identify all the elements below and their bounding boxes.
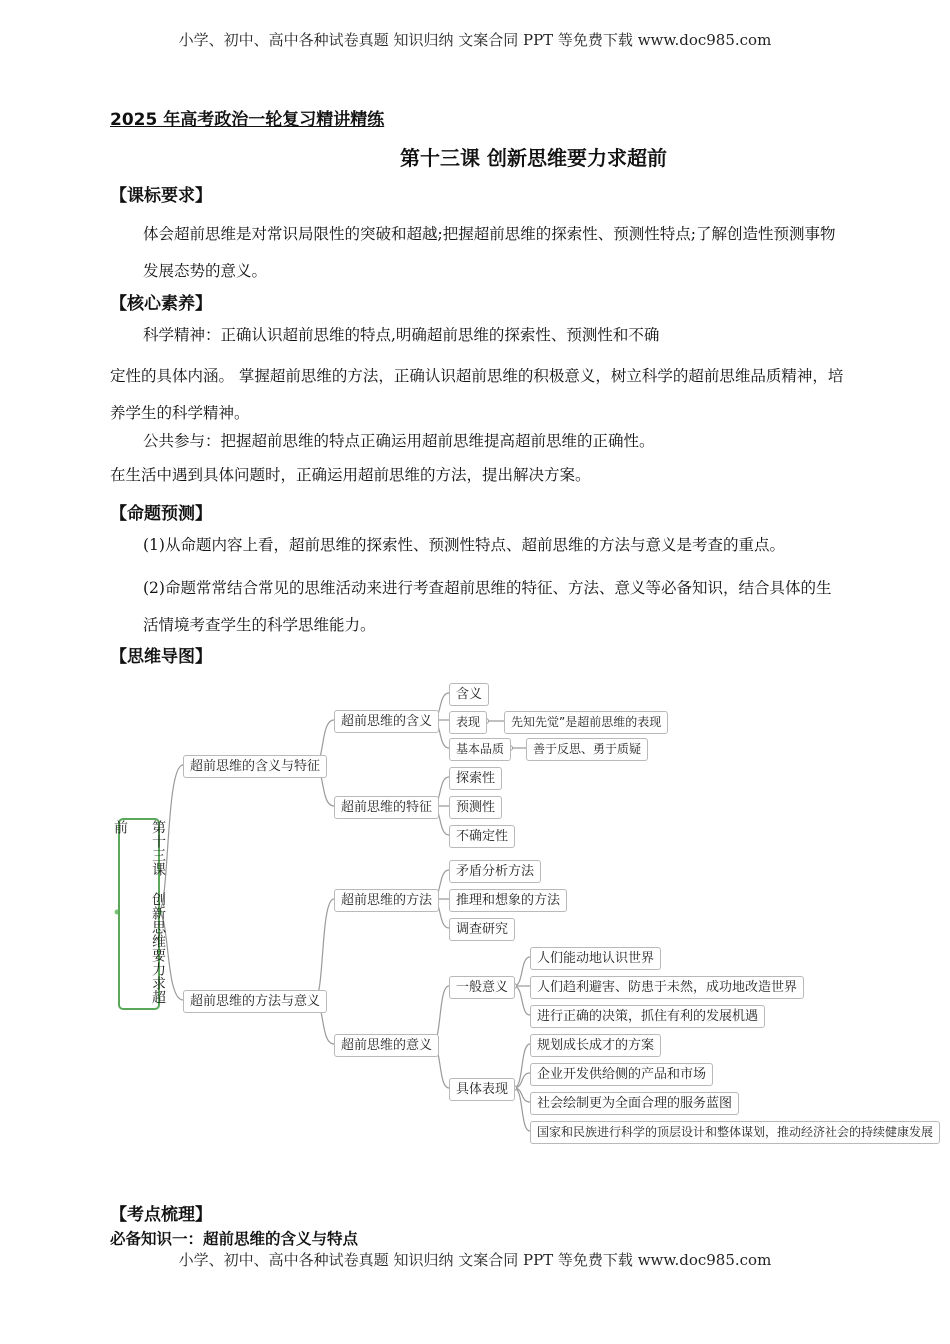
mindmap-b1a-3: 基本品质 xyxy=(449,738,511,761)
mindmap-b2a-2: 推理和想象的方法 xyxy=(449,889,567,912)
mindmap-b1b-3: 不确定性 xyxy=(449,825,515,848)
core-heading: 【核心素养】 xyxy=(110,294,212,314)
mindmap-b1a-3-leaf: 善于反思、勇于质疑 xyxy=(526,738,648,761)
lesson-title: 第十三课 创新思维要力求超前 xyxy=(400,146,667,170)
mindmap-b2b-2-d: 国家和民族进行科学的顶层设计和整体谋划，推动经济社会的持续健康发展 xyxy=(530,1121,940,1144)
mindmap-b1b: 超前思维的特征 xyxy=(334,796,439,819)
mindmap-b2a: 超前思维的方法 xyxy=(334,889,439,912)
footer-banner: 小学、初中、高中各种试卷真题 知识归纳 文案合同 PPT 等免费下载 www.doc985.com xyxy=(178,1251,772,1269)
mindmap-b2a-1: 矛盾分析方法 xyxy=(449,860,541,883)
knowledge-1-heading: 必备知识一：超前思维的含义与特点 xyxy=(110,1230,359,1248)
mindmap-b1a: 超前思维的含义 xyxy=(334,710,439,733)
prediction-item-1: (1)从命题内容上看，超前思维的探索性、预测性特点、超前思维的方法与意义是考查的重点。 xyxy=(143,536,785,554)
mindmap-b1a-1: 含义 xyxy=(449,683,489,706)
core-p1-rest: 定性的具体内涵。 掌握超前思维的方法，正确认识超前思维的积极意义，树立科学的超前思维品质精神，培养学生的科学精神。 xyxy=(110,367,844,422)
doc-title: 2025 年高考政治一轮复习精讲精练 xyxy=(110,110,385,130)
mindmap-branch-2: 超前思维的方法与意义 xyxy=(183,990,327,1013)
mindmap-b2b-1-c: 进行正确的决策，抓住有利的发展机遇 xyxy=(530,1005,765,1028)
mindmap-b2b: 超前思维的意义 xyxy=(334,1034,439,1057)
mindmap-b1b-2: 预测性 xyxy=(449,796,502,819)
curriculum-text: 体会超前思维是对常识局限性的突破和超越;把握超前思维的探索性、预测性特点;了解创造性预测事物发展态势的意义。 xyxy=(143,225,836,280)
mindmap-root: 第十三课 创新思维要力求超前 xyxy=(118,818,160,1010)
mindmap-b2b-2-b: 企业开发供给侧的产品和市场 xyxy=(530,1063,713,1086)
curriculum-heading: 【课标要求】 xyxy=(110,186,212,206)
mindmap-b2b-2: 具体表现 xyxy=(449,1078,515,1101)
prediction-heading: 【命题预测】 xyxy=(110,504,212,524)
mindmap-b2a-3: 调查研究 xyxy=(449,918,515,941)
prediction-item-2: (2)命题常常结合常见的思维活动来进行考查超前思维的特征、方法、意义等必备知识，结合具体的生活情境考查学生的科学思维能力。 xyxy=(143,579,832,634)
mindmap-b1a-2: 表现 xyxy=(449,711,487,734)
mindmap-b2b-2-a: 规划成长成才的方案 xyxy=(530,1034,661,1057)
core-p1-line1: 科学精神：正确认识超前思维的特点,明确超前思维的探索性、预测性和不确 xyxy=(143,326,660,344)
mindmap-b2b-2-c: 社会绘制更为全面合理的服务蓝图 xyxy=(530,1092,739,1115)
mindmap-b2b-1-a: 人们能动地认识世界 xyxy=(530,947,661,970)
header-banner: 小学、初中、高中各种试卷真题 知识归纳 文案合同 PPT 等免费下载 www.doc985.com xyxy=(178,31,772,49)
mindmap-branch-1: 超前思维的含义与特征 xyxy=(183,755,327,778)
mindmap-b2b-1: 一般意义 xyxy=(449,976,515,999)
mindmap-b2b-1-b: 人们趋利避害、防患于未然，成功地改造世界 xyxy=(530,976,804,999)
review-heading: 【考点梳理】 xyxy=(110,1205,212,1225)
core-p2-line2: 在生活中遇到具体问题时，正确运用超前思维的方法，提出解决方案。 xyxy=(110,466,591,484)
mindmap-b1b-1: 探索性 xyxy=(449,767,502,790)
core-p2-line1: 公共参与：把握超前思维的特点正确运用超前思维提高超前思维的正确性。 xyxy=(143,432,655,450)
mindmap-heading: 【思维导图】 xyxy=(110,647,212,667)
mindmap-b1a-2-leaf: 先知先觉”是超前思维的表现 xyxy=(504,711,668,734)
